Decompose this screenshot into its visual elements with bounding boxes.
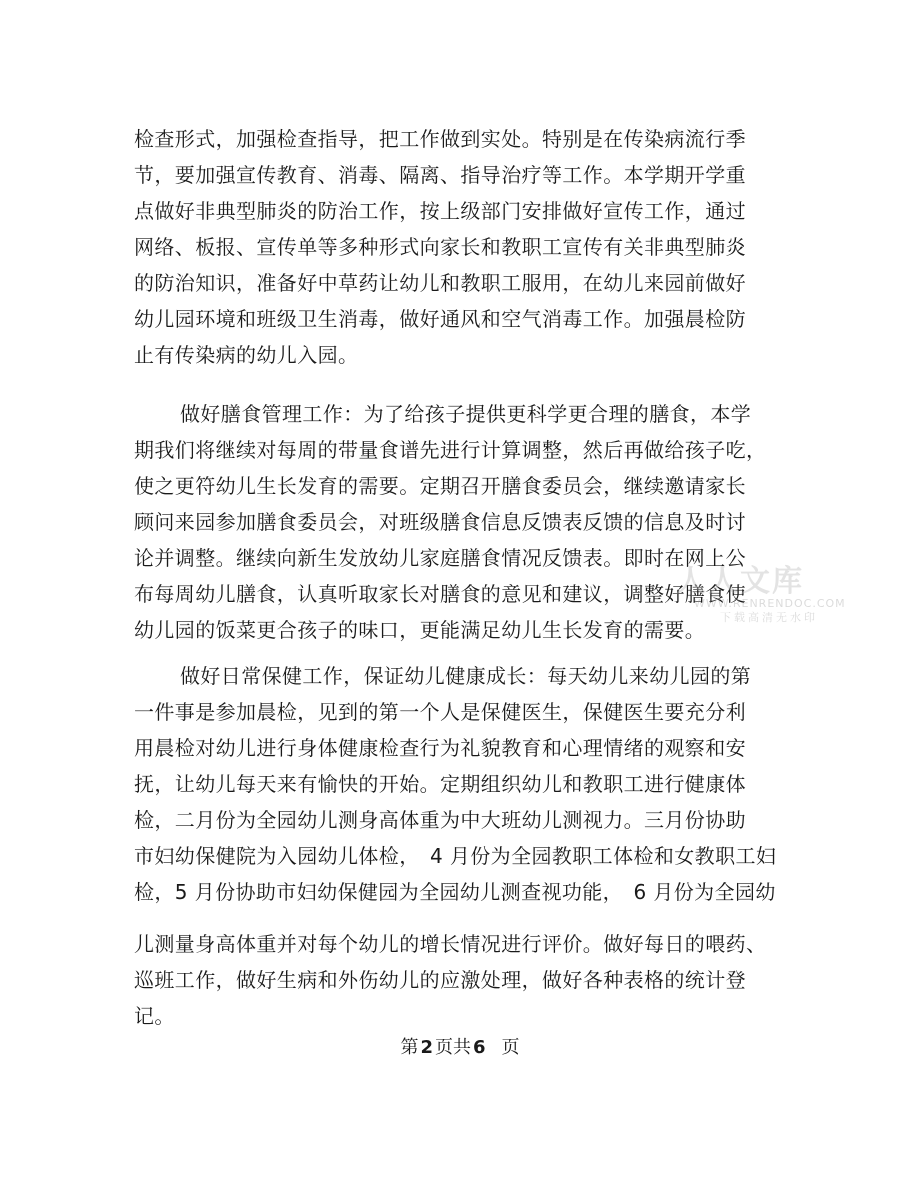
paragraph-3-line-6: 市妇幼保健院为入园幼儿体检， 4 月份为全园教职工体检和女教职工妇: [134, 844, 777, 868]
footer-suffix: 页: [501, 1037, 520, 1058]
paragraph-3-line-10: 记。: [134, 1004, 175, 1028]
watermark-url: WWW.RENRENDOC.COM: [694, 597, 846, 610]
paragraph-1-line-7: 止有传染病的幼儿入园。: [134, 343, 359, 367]
paragraph-1-line-4: 网络、板报、宣传单等多种形式向家长和教职工宣传有关非典型肺炎: [134, 235, 746, 259]
paragraph-3-line-7: 检，5 月份协助市妇幼保健园为全园幼儿测查视功能， 6 月份为全园幼: [134, 880, 776, 904]
paragraph-2-line-6: 布每周幼儿膳食，认真听取家长对膳食的意见和建议，调整好膳食使: [134, 582, 746, 606]
paragraph-1-line-3: 点做好非典型肺炎的防治工作，按上级部门安排做好宣传工作，通过: [134, 199, 746, 223]
paragraph-1-line-5: 的防治知识，准备好中草药让幼儿和教职工服用，在幼儿来园前做好: [134, 271, 746, 295]
paragraph-2-line-5: 论并调整。继续向新生发放幼儿家庭膳食情况反馈表。即时在网上公: [134, 546, 746, 570]
paragraph-3-line-2: 一件事是参加晨检，见到的第一个人是保健医生，保健医生要充分利: [134, 700, 746, 724]
footer-prefix: 第: [400, 1037, 419, 1058]
paragraph-2-line-2: 期我们将继续对每周的带量食谱先进行计算调整，然后再做给孩子吃，: [134, 438, 767, 462]
watermark-subtitle: 下载高清无水印: [720, 611, 818, 624]
paragraph-2-line-4: 顾问来园参加膳食委员会，对班级膳食信息反馈表反馈的信息及时讨: [134, 510, 746, 534]
paragraph-3-line-8: 儿测量身高体重并对每个幼儿的增长情况进行评价。做好每日的喂药、: [134, 932, 767, 956]
paragraph-1-line-2: 节，要加强宣传教育、消毒、隔离、指导治疗等工作。本学期开学重: [134, 163, 746, 187]
paragraph-3-line-4: 抚，让幼儿每天来有愉快的开始。定期组织幼儿和教职工进行健康体: [134, 772, 746, 796]
page-footer: [0, 1037, 920, 1059]
paragraph-3-line-9: 巡班工作，做好生病和外伤幼儿的应激处理，做好各种表格的统计登: [134, 968, 746, 992]
paragraph-3-line-5: 检，二月份为全园幼儿测身高体重为中大班幼儿测视力。三月份协助: [134, 808, 746, 832]
paragraph-1-line-6: 幼儿园环境和班级卫生消毒，做好通风和空气消毒工作。加强晨检防: [134, 307, 746, 331]
footer-total-pages: 6: [473, 1037, 486, 1058]
footer-current-page: 2: [420, 1037, 433, 1058]
footer-middle: 页共: [435, 1037, 471, 1058]
paragraph-3-line-1: 做好日常保健工作，保证幼儿健康成长：每天幼儿来幼儿园的第: [180, 664, 752, 688]
paragraph-2-line-7: 幼儿园的饭菜更合孩子的味口，更能满足幼儿生长发育的需要。: [134, 618, 706, 642]
watermark-title: 人人文库: [676, 564, 804, 599]
paragraph-1-line-1: 检查形式，加强检查指导，把工作做到实处。特别是在传染病流行季: [134, 127, 746, 151]
paragraph-2-line-1: 做好膳食管理工作：为了给孩子提供更科学更合理的膳食，本学: [180, 402, 752, 426]
paragraph-2-line-3: 使之更符幼儿生长发育的需要。定期召开膳食委员会，继续邀请家长: [134, 474, 746, 498]
paragraph-3-line-3: 用晨检对幼儿进行身体健康检查行为礼貌教育和心理情绪的观察和安: [134, 736, 746, 760]
